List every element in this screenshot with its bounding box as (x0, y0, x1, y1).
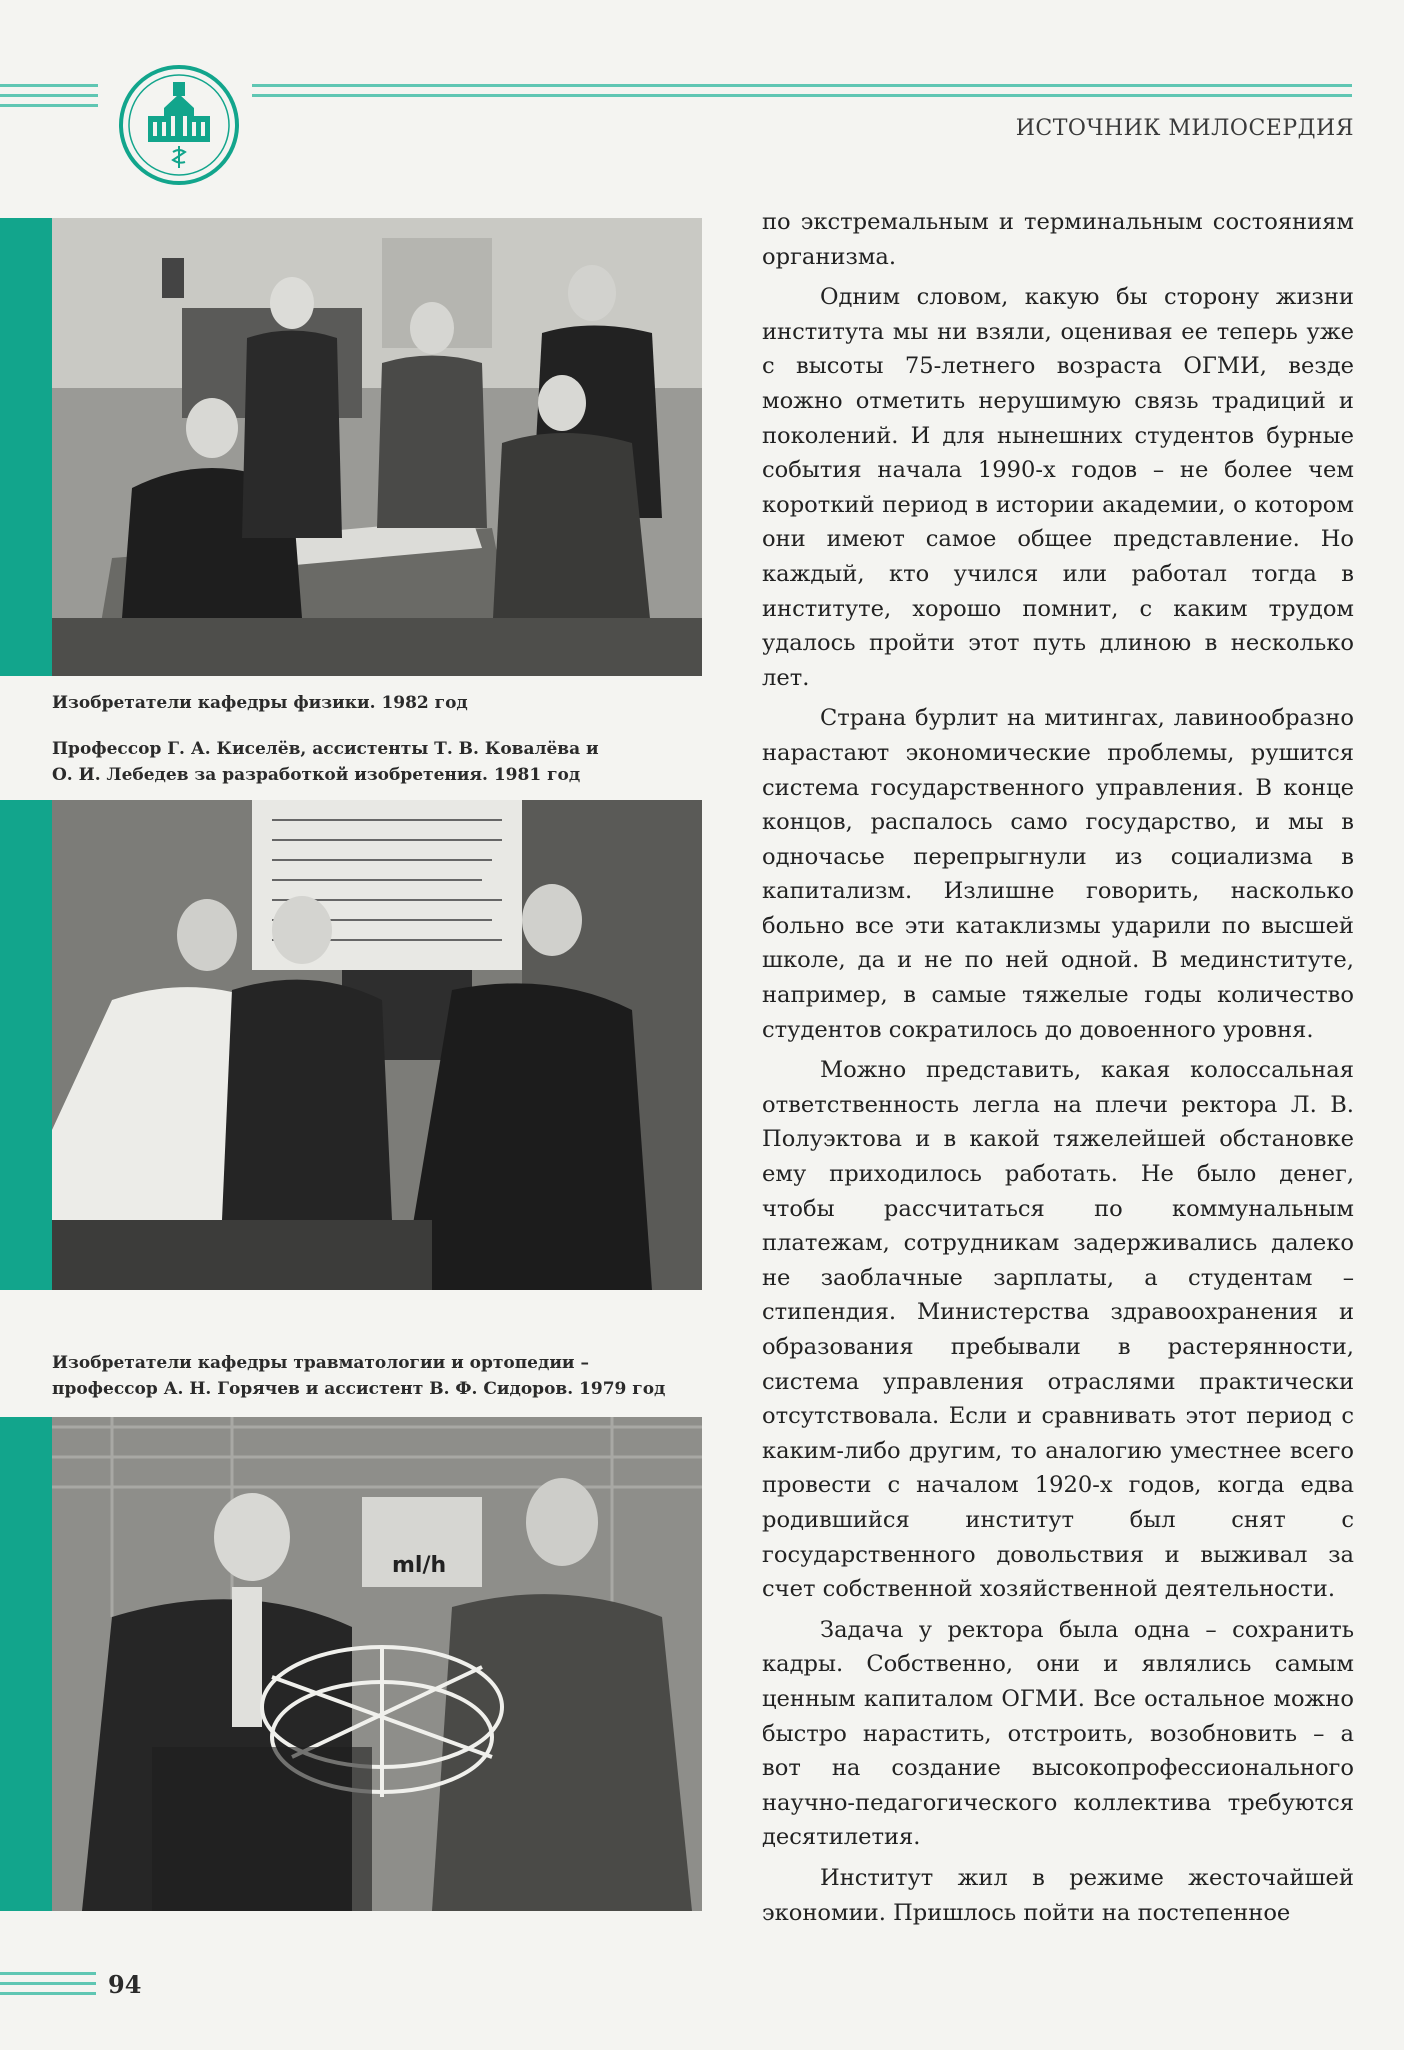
article-paragraph: по экстремальным и терминальным состояниям организма. (762, 209, 1354, 270)
article-paragraph: Страна бурлит на митингах, лавинообразно нарастают экономические проблемы, рушится система государственного управления. В конце концов, распалось само государство, и мы в одночасье перепрыгнули из социализма в капитализм. Излишне говорить, насколько больно все эти катаклизмы ударили по высшей школе, да и не по ней одной. В мединституте, например, в самые тяжелые годы количество студентов сократилось до довоенного уровня. (762, 705, 1354, 1043)
photo-traumatology-inventors (52, 1417, 702, 1911)
photo-caption: Профессор Г. А. Киселёв, ассистенты Т. В. Ковалёва и О. И. Лебедев за разработкой изобретения. 1981 год (52, 739, 599, 785)
photo-physics-inventors (52, 218, 702, 676)
page-number: 94 (108, 1970, 142, 1999)
device-sign-text: ml/h (392, 1553, 447, 1578)
article-paragraph: Институт жил в режиме жесточайшей экономии. Пришлось пойти на постепенное (762, 1864, 1354, 1926)
teal-side-bar (0, 800, 52, 1290)
article-paragraph: Можно представить, какая колоссальная ответственность легла на плечи ректора Л. В. Полуэктова и в какой тяжелейшей обстановке ему приходилось работать. Не было денег, чтобы рассчитаться по коммунальным платежам, сотрудникам задерживались далеко не заоблачные зарплаты, а студентам – стипендия. Министерства здравоохранения и образования пребывали в растерянности, система управления отраслями практически отсутствовала. Если и сравнивать этот период с каким-либо другим, то аналогию уместнее всего провести с началом 1920-х годов, когда едва родившийся институт был снят с государственного довольствия и выживал за счет собственной хозяйственной деятельности. (762, 1057, 1354, 1603)
university-building-emblem-icon (118, 64, 240, 186)
photo-caption: Изобретатели кафедры физики. 1982 год (52, 693, 468, 713)
article-paragraph: Одним словом, какую бы сторону жизни института мы ни взяли, оценивая ее теперь уже с высоты 75-летнего возраста ОГМИ, везде можно отметить нерушимую связь традиций и поколений. И для нынешних студентов бурные события начала 1990-х годов – не более чем короткий период в истории академии, о котором они имеют самое общее представление. Но каждый, кто учился или работал тогда в институте, хорошо помнит, с каким трудом удалось пройти этот путь длиною в несколько лет. (762, 284, 1354, 691)
photo-physics-invention-work (52, 800, 702, 1290)
teal-side-bar (0, 1417, 52, 1911)
article-body (762, 205, 1354, 1930)
teal-side-bar (0, 218, 52, 676)
running-head: ИСТОЧНИК МИЛОСЕРДИЯ (1015, 116, 1354, 141)
photo-caption: Изобретатели кафедры травматологии и ортопедии – профессор А. Н. Горячев и ассистент В. Ф. Сидоров. 1979 год (52, 1353, 666, 1399)
article-paragraph: Задача у ректора была одна – сохранить кадры. Собственно, они и являлись самым ценным капиталом ОГМИ. Все остальное можно быстро нарастить, отстроить, возобновить – а вот на создание высокопрофессионального научно-педагогического коллектива требуются десятилетия. (762, 1616, 1354, 1851)
